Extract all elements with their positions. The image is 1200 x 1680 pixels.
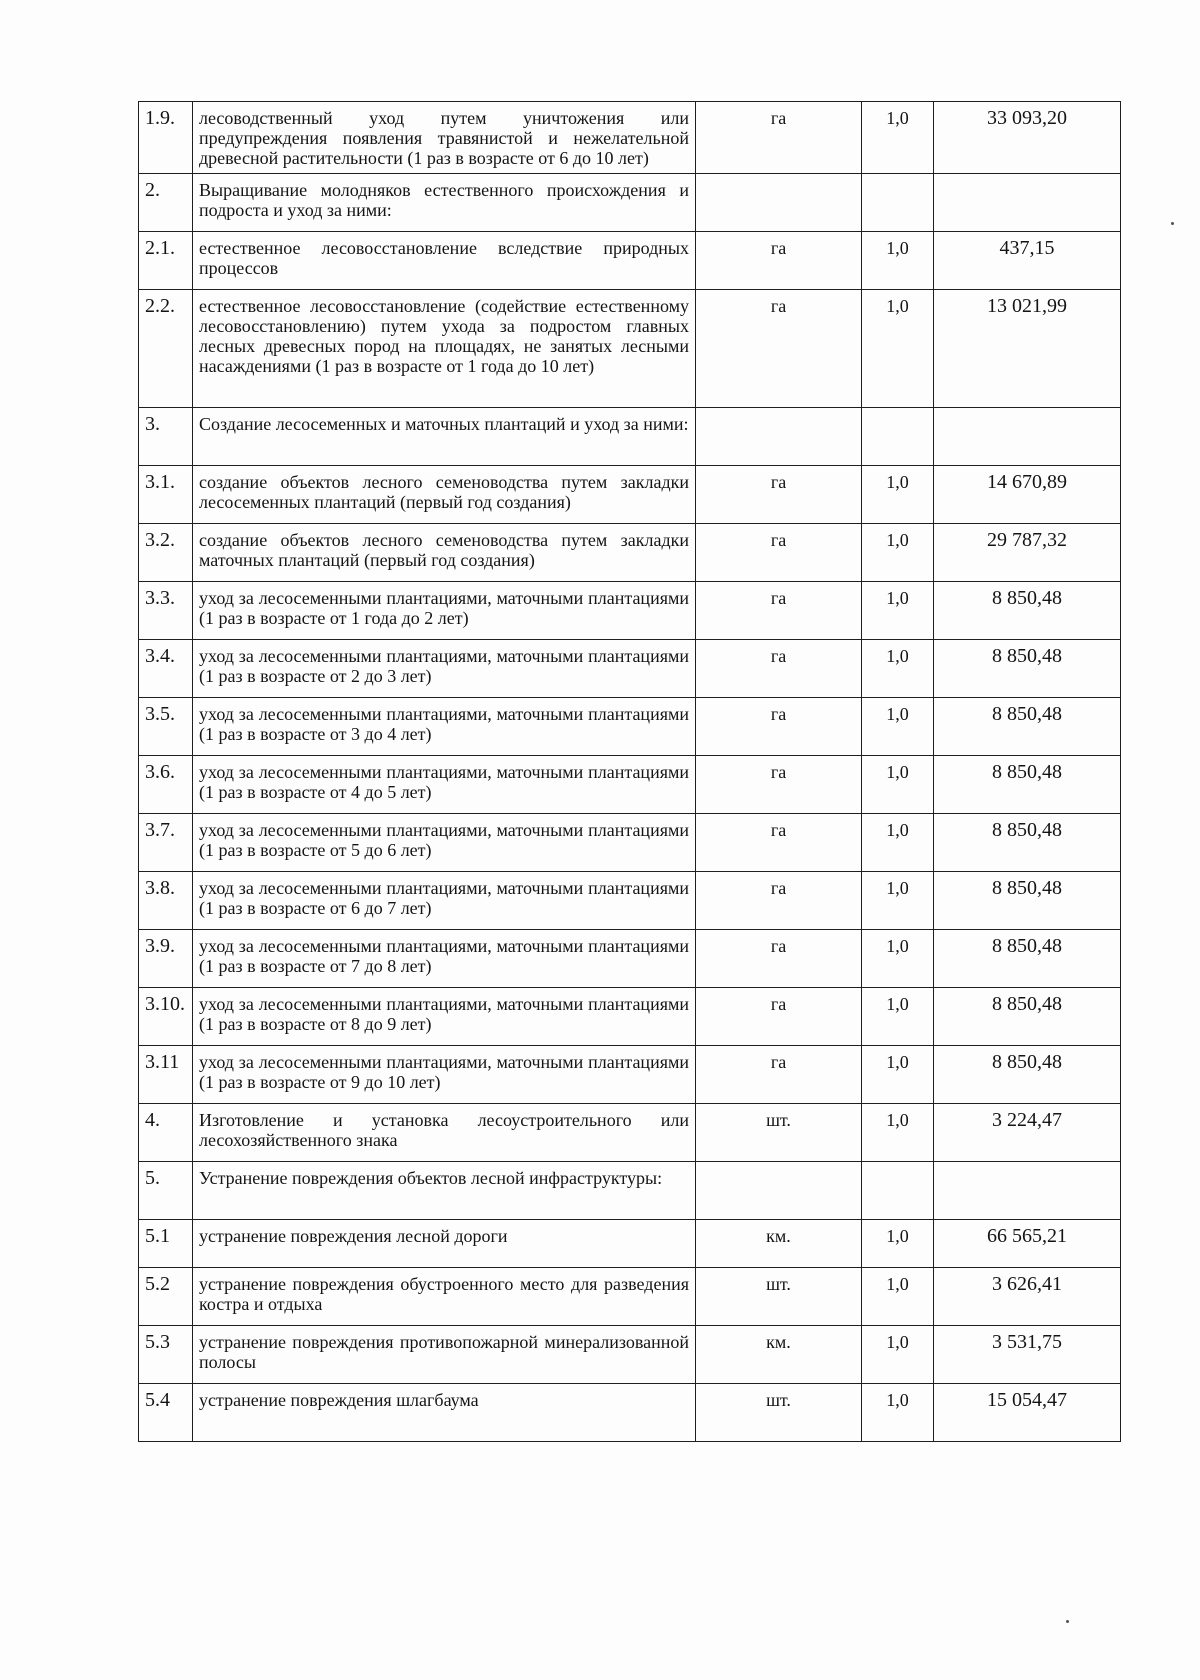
row-number: 3.6. (139, 756, 193, 814)
row-unit (696, 174, 862, 232)
row-unit (696, 408, 862, 466)
row-description: уход за лесосеменными плантациями, маточными плантациями (1 раз в возрасте от 6 до 7 лет) (193, 872, 696, 930)
table-row (139, 1104, 1121, 1162)
row-unit: га (696, 814, 862, 872)
row-unit: га (696, 290, 862, 408)
row-quantity: 1,0 (862, 930, 934, 988)
row-quantity (862, 174, 934, 232)
row-quantity: 1,0 (862, 102, 934, 174)
row-quantity: 1,0 (862, 232, 934, 290)
row-price: 8 850,48 (934, 1046, 1121, 1104)
table-row (139, 756, 1121, 814)
row-quantity: 1,0 (862, 524, 934, 582)
row-quantity: 1,0 (862, 290, 934, 408)
row-description: устранение повреждения противопожарной минерализованной полосы (193, 1326, 696, 1384)
row-unit: га (696, 232, 862, 290)
row-price (934, 174, 1121, 232)
table-row (139, 582, 1121, 640)
row-unit: га (696, 698, 862, 756)
row-price (934, 1162, 1121, 1220)
row-quantity: 1,0 (862, 698, 934, 756)
row-description: уход за лесосеменными плантациями, маточными плантациями (1 раз в возрасте от 2 до 3 лет) (193, 640, 696, 698)
row-number: 3.7. (139, 814, 193, 872)
row-quantity: 1,0 (862, 1268, 934, 1326)
row-unit: га (696, 872, 862, 930)
row-quantity: 1,0 (862, 1326, 934, 1384)
row-number: 2.1. (139, 232, 193, 290)
row-quantity: 1,0 (862, 466, 934, 524)
row-description: уход за лесосеменными плантациями, маточными плантациями (1 раз в возрасте от 3 до 4 лет) (193, 698, 696, 756)
table-row (139, 640, 1121, 698)
rates-table (138, 101, 1121, 1442)
row-number: 3.5. (139, 698, 193, 756)
row-unit: км. (696, 1220, 862, 1268)
row-unit: га (696, 102, 862, 174)
row-price: 8 850,48 (934, 698, 1121, 756)
row-description: уход за лесосеменными плантациями, маточными плантациями (1 раз в возрасте от 8 до 9 лет) (193, 988, 696, 1046)
row-description: создание объектов лесного семеноводства путем закладки маточных плантаций (первый год создания) (193, 524, 696, 582)
row-quantity: 1,0 (862, 1104, 934, 1162)
row-price: 3 224,47 (934, 1104, 1121, 1162)
row-quantity (862, 1162, 934, 1220)
row-description: лесоводственный уход путем уничтожения или предупреждения появления травянистой и нежелательной древесной растительности (1 раз в возрасте от 6 до 10 лет) (193, 102, 696, 174)
table-row (139, 408, 1121, 466)
row-number: 5. (139, 1162, 193, 1220)
row-description: уход за лесосеменными плантациями, маточными плантациями (1 раз в возрасте от 5 до 6 лет) (193, 814, 696, 872)
row-description: Изготовление и установка лесоустроительного или лесохозяйственного знака (193, 1104, 696, 1162)
row-number: 2. (139, 174, 193, 232)
row-quantity: 1,0 (862, 988, 934, 1046)
row-price: 15 054,47 (934, 1384, 1121, 1442)
row-description: создание объектов лесного семеноводства путем закладки лесосеменных плантаций (первый год создания) (193, 466, 696, 524)
row-unit: га (696, 466, 862, 524)
row-number: 3.8. (139, 872, 193, 930)
row-quantity: 1,0 (862, 582, 934, 640)
row-description: устранение повреждения лесной дороги (193, 1220, 696, 1268)
row-price: 13 021,99 (934, 290, 1121, 408)
row-number: 4. (139, 1104, 193, 1162)
row-quantity: 1,0 (862, 1384, 934, 1442)
row-price: 33 093,20 (934, 102, 1121, 174)
row-quantity: 1,0 (862, 1220, 934, 1268)
row-price: 66 565,21 (934, 1220, 1121, 1268)
table-row (139, 524, 1121, 582)
table-row (139, 466, 1121, 524)
row-number: 3.9. (139, 930, 193, 988)
row-number: 5.1 (139, 1220, 193, 1268)
row-description: естественное лесовосстановление (содействие естественному лесовосстановлению) путем ухода за подростом главных лесных древесных пород на площадях, не занятых лесными насаждениями (1 раз в возрасте от 1 года до 10 лет) (193, 290, 696, 408)
table-row (139, 1268, 1121, 1326)
rates-table-body (139, 102, 1121, 1442)
row-description: устранение повреждения обустроенного место для разведения костра и отдыха (193, 1268, 696, 1326)
row-price: 437,15 (934, 232, 1121, 290)
row-quantity: 1,0 (862, 640, 934, 698)
table-row (139, 1162, 1121, 1220)
row-number: 3.3. (139, 582, 193, 640)
row-price: 14 670,89 (934, 466, 1121, 524)
table-row (139, 102, 1121, 174)
row-price: 8 850,48 (934, 988, 1121, 1046)
row-quantity: 1,0 (862, 756, 934, 814)
row-unit: шт. (696, 1268, 862, 1326)
table-row (139, 698, 1121, 756)
row-unit: га (696, 988, 862, 1046)
row-description: уход за лесосеменными плантациями, маточными плантациями (1 раз в возрасте от 9 до 10 лет) (193, 1046, 696, 1104)
row-price: 8 850,48 (934, 872, 1121, 930)
row-description: Устранение повреждения объектов лесной инфраструктуры: (193, 1162, 696, 1220)
table-row (139, 872, 1121, 930)
row-number: 2.2. (139, 290, 193, 408)
row-description: уход за лесосеменными плантациями, маточными плантациями (1 раз в возрасте от 4 до 5 лет) (193, 756, 696, 814)
row-number: 5.4 (139, 1384, 193, 1442)
row-number: 3. (139, 408, 193, 466)
table-row (139, 930, 1121, 988)
row-description: уход за лесосеменными плантациями, маточными плантациями (1 раз в возрасте от 1 года до 2 лет) (193, 582, 696, 640)
table-row (139, 1384, 1121, 1442)
row-quantity: 1,0 (862, 872, 934, 930)
row-price: 8 850,48 (934, 930, 1121, 988)
row-description: Выращивание молодняков естественного происхождения и подроста и уход за ними: (193, 174, 696, 232)
row-quantity: 1,0 (862, 814, 934, 872)
row-unit: га (696, 756, 862, 814)
row-number: 3.10. (139, 988, 193, 1046)
table-row (139, 988, 1121, 1046)
row-description: Создание лесосеменных и маточных плантаций и уход за ними: (193, 408, 696, 466)
row-price (934, 408, 1121, 466)
row-description: естественное лесовосстановление вследствие природных процессов (193, 232, 696, 290)
row-unit (696, 1162, 862, 1220)
row-number: 5.3 (139, 1326, 193, 1384)
table-row (139, 1220, 1121, 1268)
row-unit: га (696, 930, 862, 988)
table-row (139, 290, 1121, 408)
row-unit: га (696, 524, 862, 582)
row-quantity (862, 408, 934, 466)
table-row (139, 1046, 1121, 1104)
row-unit: шт. (696, 1104, 862, 1162)
row-description: устранение повреждения шлагбаума (193, 1384, 696, 1442)
row-quantity: 1,0 (862, 1046, 934, 1104)
row-number: 3.11 (139, 1046, 193, 1104)
row-unit: км. (696, 1326, 862, 1384)
scan-speck (1171, 222, 1174, 225)
row-number: 3.1. (139, 466, 193, 524)
row-price: 3 531,75 (934, 1326, 1121, 1384)
row-price: 8 850,48 (934, 582, 1121, 640)
table-row (139, 1326, 1121, 1384)
row-price: 8 850,48 (934, 756, 1121, 814)
table-row (139, 814, 1121, 872)
row-number: 3.4. (139, 640, 193, 698)
row-unit: га (696, 582, 862, 640)
row-price: 29 787,32 (934, 524, 1121, 582)
scan-speck (1066, 1620, 1069, 1623)
row-price: 3 626,41 (934, 1268, 1121, 1326)
row-unit: га (696, 1046, 862, 1104)
row-description: уход за лесосеменными плантациями, маточными плантациями (1 раз в возрасте от 7 до 8 лет) (193, 930, 696, 988)
row-unit: га (696, 640, 862, 698)
row-price: 8 850,48 (934, 814, 1121, 872)
table-row (139, 232, 1121, 290)
row-number: 5.2 (139, 1268, 193, 1326)
row-price: 8 850,48 (934, 640, 1121, 698)
row-number: 1.9. (139, 102, 193, 174)
row-number: 3.2. (139, 524, 193, 582)
table-row (139, 174, 1121, 232)
row-unit: шт. (696, 1384, 862, 1442)
